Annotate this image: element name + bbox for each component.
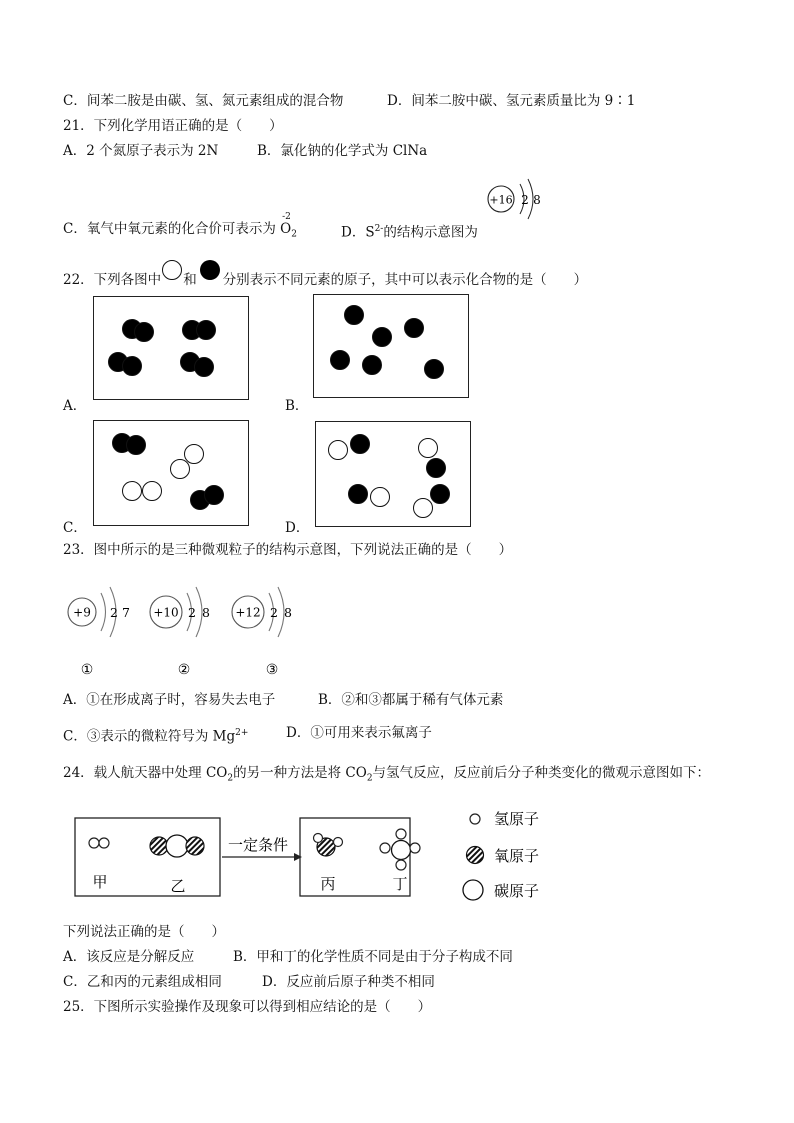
white-atom xyxy=(122,481,142,501)
q20-option-d: D．间苯二胺中碳、氢元素质量比为 9∶1 xyxy=(387,93,636,109)
particle-1-diagram xyxy=(68,587,130,678)
shell-electrons: 7 xyxy=(122,605,130,620)
carbon-atom xyxy=(166,835,188,857)
reaction-condition: 一定条件 xyxy=(227,836,289,854)
co2-subscript: 2 xyxy=(227,773,234,784)
black-atom xyxy=(330,350,350,370)
q23-option-c xyxy=(63,724,248,746)
q23-option-d: D．①可用来表示氟离子 xyxy=(286,725,432,741)
particle-label: ① xyxy=(80,662,94,678)
legend-oxygen-icon xyxy=(467,847,484,864)
q23-option-b: B．②和③都属于稀有气体元素 xyxy=(318,692,504,708)
q22-box-b[interactable] xyxy=(313,294,469,398)
black-atom xyxy=(348,484,368,504)
particle-2-diagram xyxy=(150,587,210,678)
sulfide-structure-diagram xyxy=(483,174,553,224)
particle-3-diagram xyxy=(232,587,292,678)
q22-stem xyxy=(63,266,587,289)
legend-hydrogen-label: 氢原子 xyxy=(494,810,540,828)
hydrogen-atom xyxy=(380,843,390,853)
nucleus-charge: +10 xyxy=(153,605,179,620)
black-atom-icon xyxy=(200,260,220,280)
q23-particle-diagrams xyxy=(60,583,310,683)
nucleus-charge: +9 xyxy=(73,605,91,620)
black-atom xyxy=(194,357,214,377)
label-ding: 丁 xyxy=(392,875,408,893)
q25-stem: 25．下图所示实验操作及现象可以得到相应结论的是（ ） xyxy=(63,999,432,1015)
shell-electrons: 8 xyxy=(202,605,210,620)
q22-label-b: B． xyxy=(285,398,309,414)
legend-oxygen-label: 氧原子 xyxy=(494,847,540,865)
q24-stem-part2: 的另一种方法是将 CO xyxy=(233,765,367,781)
q22-label-c: C． xyxy=(63,520,87,536)
black-atom xyxy=(350,434,370,454)
legend-carbon-icon xyxy=(463,880,483,900)
q24-option-d: D．反应前后原子种类不相同 xyxy=(262,974,435,990)
black-atom xyxy=(126,435,146,455)
q24-stem-part1: 24．载人航天器中处理 CO xyxy=(63,765,228,781)
sulfide-charge: 2- xyxy=(374,224,384,234)
shell-electrons: 2 xyxy=(188,605,196,620)
q24-reaction-diagram xyxy=(70,805,560,905)
shell-electrons: 8 xyxy=(284,605,292,620)
white-atom xyxy=(370,487,390,507)
q24-option-b: B．甲和丁的化学性质不同是由于分子构成不同 xyxy=(233,949,513,965)
nucleus-charge: +16 xyxy=(489,193,513,207)
o2-symbol: O xyxy=(280,221,292,237)
o2-formula xyxy=(280,212,297,244)
shell-electrons: 2 xyxy=(110,605,118,620)
q24-option-a: A．该反应是分解反应 xyxy=(63,949,195,965)
black-atom xyxy=(344,305,364,325)
q20-option-c: C．间苯二胺是由碳、氢、氮元素组成的混合物 xyxy=(63,93,344,109)
black-atom xyxy=(196,320,216,340)
q21-option-b: B．氯化钠的化学式为 ClNa xyxy=(257,143,428,159)
white-atom xyxy=(413,498,433,518)
legend-hydrogen-icon xyxy=(470,814,480,824)
carbon-atom xyxy=(392,841,411,860)
hydrogen-atom xyxy=(89,838,99,848)
black-atom xyxy=(204,485,224,505)
white-atom xyxy=(418,438,438,458)
q21-option-d-suffix: 的结构示意图为 xyxy=(383,224,478,241)
shell-electrons: 2 xyxy=(521,193,529,207)
hydrogen-atom xyxy=(410,843,420,853)
shell-electrons: 8 xyxy=(533,193,541,207)
white-atom xyxy=(170,459,190,479)
black-atom xyxy=(134,322,154,342)
white-atom-icon xyxy=(162,260,182,280)
q21-option-c-text: C．氧气中氧元素的化合价可表示为 xyxy=(63,221,281,237)
black-atom xyxy=(424,359,444,379)
q23-option-c-text: C．③表示的微粒符号为 Mg xyxy=(63,728,236,745)
hydrogen-atom xyxy=(396,860,406,870)
black-atom xyxy=(426,458,446,478)
label-yi: 乙 xyxy=(170,877,186,895)
shell-electrons: 2 xyxy=(270,605,278,620)
q24-option-c: C．乙和丙的元素组成相同 xyxy=(63,974,222,990)
label-bing: 丙 xyxy=(320,875,336,893)
q21-option-d xyxy=(341,220,478,242)
q24-question: 下列说法正确的是（ ） xyxy=(63,924,225,940)
q22-stem-and: 和 xyxy=(183,272,197,288)
black-atom xyxy=(372,327,392,347)
shell-arc xyxy=(101,593,106,631)
q22-stem-part2: 分别表示不同元素的原子，其中可以表示化合物的是（ ） xyxy=(222,272,588,288)
q21-option-c xyxy=(63,212,297,244)
q22-box-a[interactable] xyxy=(93,296,249,400)
black-atom xyxy=(430,484,450,504)
q23-stem: 23．图中所示的是三种微观粒子的结构示意图，下列说法正确的是（ ） xyxy=(63,542,513,558)
particle-label: ② xyxy=(177,662,191,678)
q22-box-c[interactable] xyxy=(93,420,249,526)
nucleus-charge: +12 xyxy=(235,605,261,620)
valence-label: -2 xyxy=(282,212,291,222)
q23-option-a: A．①在形成离子时，容易失去电子 xyxy=(63,692,276,708)
q21-option-d-prefix: D．S xyxy=(341,224,375,241)
q22-label-d: D． xyxy=(285,520,310,536)
hydrogen-atom xyxy=(314,834,323,843)
q21-option-a: A．2 个氮原子表示为 2N xyxy=(63,143,219,159)
hydrogen-atom xyxy=(396,829,406,839)
legend-carbon-label: 碳原子 xyxy=(494,882,540,900)
o2-subscript: 2 xyxy=(291,229,297,240)
co2-subscript: 2 xyxy=(366,773,373,784)
hydrogen-atom xyxy=(334,838,343,847)
oxygen-atom xyxy=(150,837,168,855)
black-atom xyxy=(404,318,424,338)
q22-box-d[interactable] xyxy=(315,421,471,527)
white-atom xyxy=(328,440,348,460)
black-atom xyxy=(362,355,382,375)
q24-stem xyxy=(63,764,710,788)
mg-charge: 2+ xyxy=(235,728,249,738)
oxygen-atom xyxy=(186,837,204,855)
white-atom xyxy=(142,481,162,501)
q21-stem: 21．下列化学用语正确的是（ ） xyxy=(63,118,283,134)
label-jia: 甲 xyxy=(92,873,108,891)
q24-stem-part3: 与氢气反应，反应前后分子种类变化的微观示意图如下： xyxy=(372,765,711,781)
q22-stem-part1: 22．下列各图中 xyxy=(63,272,162,288)
arrow-head-icon xyxy=(294,853,302,861)
hydrogen-atom xyxy=(99,838,109,848)
q22-label-a: A． xyxy=(63,398,87,414)
black-atom xyxy=(122,356,142,376)
particle-label: ③ xyxy=(265,662,279,678)
